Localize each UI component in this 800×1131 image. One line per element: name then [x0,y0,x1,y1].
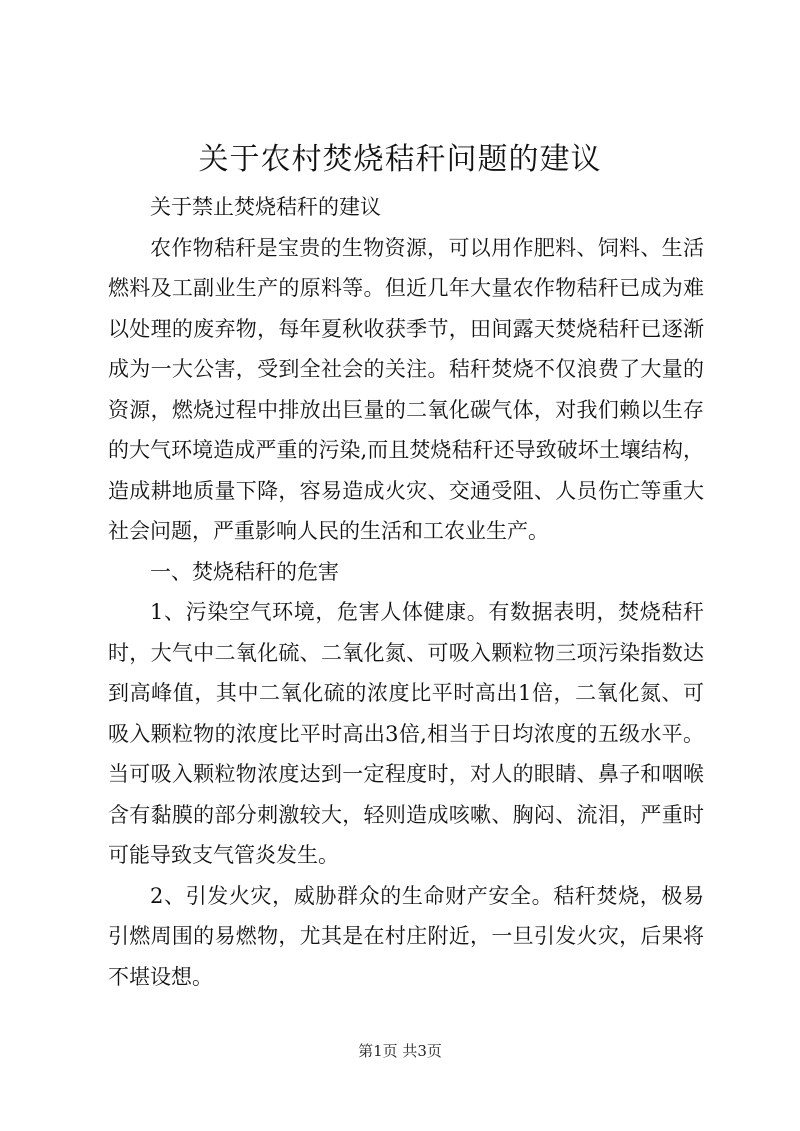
intro-paragraph: 农作物秸秆是宝贵的生物资源，可以用作肥料、饲料、生活燃料及工副业生产的原料等。但近几年大量农作物秸秆已成为难以处理的废弃物，每年夏秋收获季节，田间露天焚烧秸秆已逐渐成为一大公害，受到全社会的关注。秸秆焚烧不仅浪费了大量的资源，燃烧过程中排放出巨量的二氧化碳气体，对我们赖以生存的大气环境造成严重的污染,而且焚烧秸秆还导致破坏土壤结构，造成耕地质量下降，容易造成火灾、交通受阻、人员伤亡等重大社会问题，严重影响人民的生活和工农业生产。 [108,235,704,543]
document-title: 关于农村焚烧秸秆问题的建议 [198,142,602,177]
page-footer: 第1页 共3页 [358,1042,442,1060]
document-body [108,187,704,997]
point-1-paragraph: 1、污染空气环境，危害人体健康。有数据表明，焚烧秸秆时，大气中二氧化硫、二氧化氮、可吸入颗粒物三项污染指数达到高峰值，其中二氧化硫的浓度比平时高出1倍，二氧化氮、可吸入颗粒物的浓度比平时高出3倍,相当于日均浓度的五级水平。当可吸入颗粒物浓度达到一定程度时，对人的眼睛、鼻子和咽喉含有黏膜的部分刺激较大，轻则造成咳嗽、胸闷、流泪，严重时可能导致支气管炎发生。 [108,600,704,867]
subtitle-paragraph: 关于禁止焚烧秸秆的建议 [150,195,381,219]
section-heading: 一、焚烧秸秆的危害 [150,559,339,584]
point-2-paragraph: 2、引发火灾，威胁群众的生命财产安全。秸秆焚烧，极易引燃周围的易燃物，尤其是在村庄附近，一旦引发火灾，后果将不堪设想。 [108,883,704,989]
